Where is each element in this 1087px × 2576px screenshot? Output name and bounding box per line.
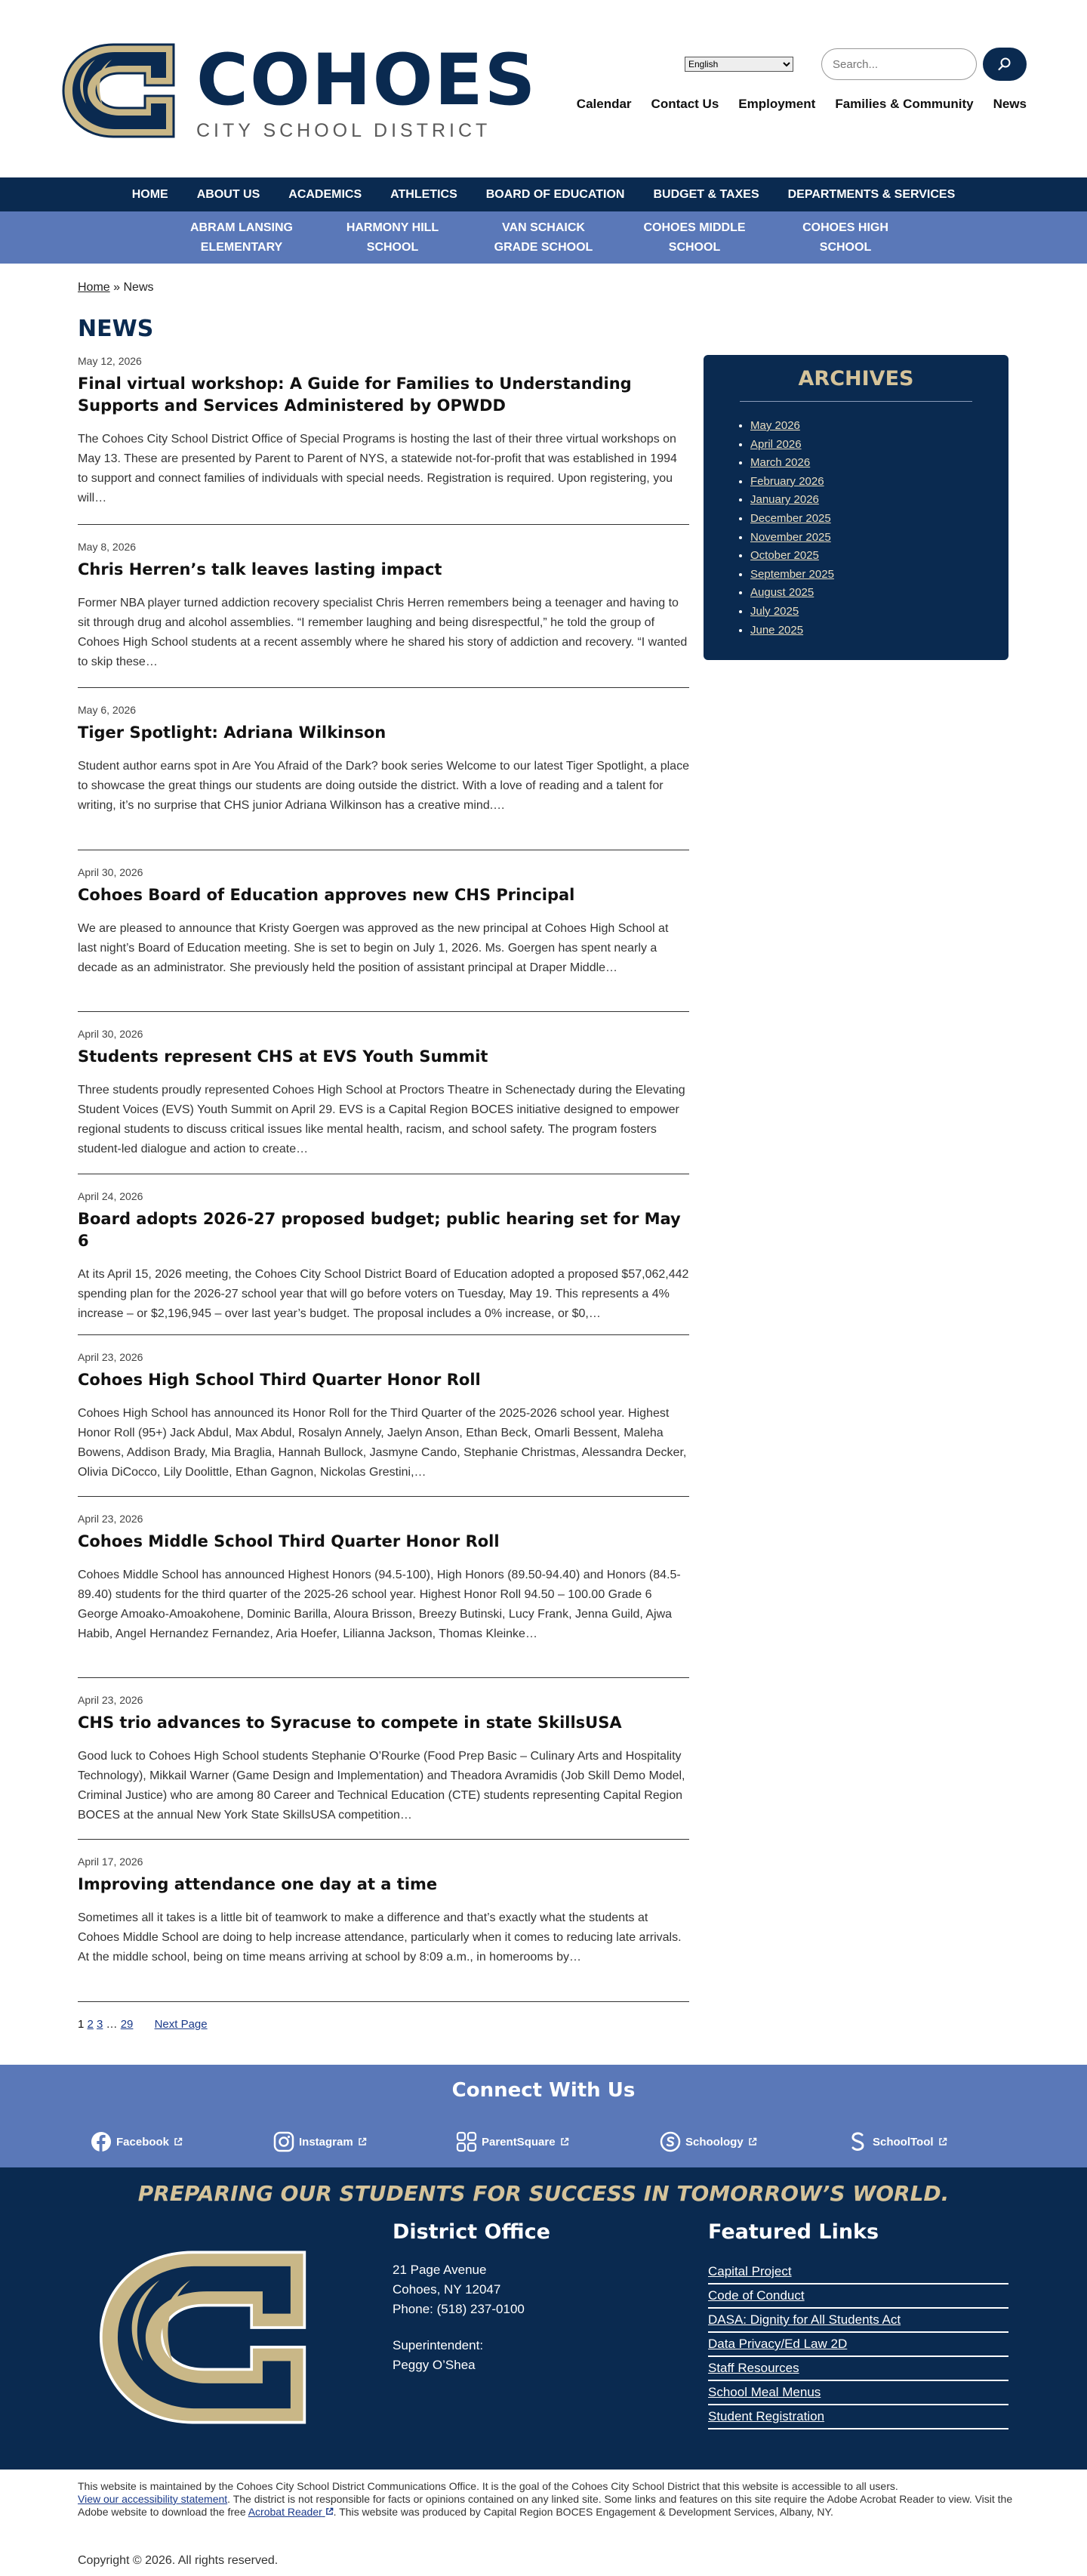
- school-line2: GRADE SCHOOL: [494, 240, 593, 254]
- social-label: SchoolTool: [873, 2135, 934, 2149]
- school-line1: HARMONY HILL: [346, 221, 439, 234]
- school-nav: [0, 211, 1087, 264]
- social-label: Facebook: [116, 2135, 170, 2149]
- news-post: [78, 1497, 689, 1678]
- instagram-icon: [273, 2131, 294, 2152]
- post-title-link[interactable]: Cohoes High School Third Quarter Honor Roll: [78, 1371, 481, 1389]
- school-nav-abram-lansing[interactable]: [166, 218, 317, 258]
- featured-link[interactable]: Capital Project: [708, 2260, 1008, 2284]
- connect-title: Connect With Us: [451, 2079, 636, 2102]
- archive-link[interactable]: April 2026: [750, 437, 802, 451]
- schoology-icon: [660, 2131, 681, 2152]
- util-nav-calendar[interactable]: Calendar: [576, 97, 632, 111]
- main-nav-about[interactable]: ABOUT US: [196, 187, 260, 201]
- superintendent-name: Peggy O’Shea: [393, 2358, 476, 2372]
- acrobat-reader-link[interactable]: [248, 2506, 334, 2518]
- featured-link[interactable]: Code of Conduct: [708, 2284, 1008, 2309]
- post-excerpt: Student author earns spot in Are You Afraid of the Dark? book series Welcome to our latest Tiger Spotlight, a place to showcase the great things our students are doing outside the district. With a love of reading and a talent for writing, it’s no surprise that CHS junior Adriana Wilkinson has a creative mind.…: [78, 760, 689, 812]
- archive-item: [750, 473, 972, 492]
- school-line1: COHOES HIGH: [802, 221, 888, 234]
- social-label: Instagram: [299, 2135, 353, 2149]
- archive-link[interactable]: October 2025: [750, 549, 819, 563]
- page-ellipsis: …: [106, 2018, 118, 2031]
- news-post: [78, 1840, 689, 2002]
- post-excerpt: Cohoes High School has announced its Honor Roll for the Third Quarter of the 2025-2026 school year. Highest Honor Roll (95+) Jack Abdul, Max Abdul, Rosalyn Annely, Jaelyn Anson, Ethan Beck, Omarli Bessent, Maleha Bowens, Addison Brady, Mia Braglia, Hannah Bullock, Jasmyne Cando, Stephanie Christmas, Alessandra Decker, Olivia DiCocco, Lily Doolittle, Ethan Gagnon, Nickolas Grestini,…: [78, 1407, 687, 1479]
- post-date: April 24, 2026: [78, 1190, 143, 1202]
- school-line2: SCHOOL: [366, 240, 419, 254]
- archive-item: [750, 529, 972, 548]
- post-title-link[interactable]: CHS trio advances to Syracuse to compete in state SkillsUSA: [78, 1714, 622, 1732]
- school-line2: ELEMENTARY: [200, 240, 283, 254]
- parentsquare-icon: [456, 2131, 477, 2152]
- external-link-icon: [174, 2137, 183, 2146]
- main-nav-academics[interactable]: ACADEMICS: [288, 187, 362, 201]
- post-title-link[interactable]: Students represent CHS at EVS Youth Summit: [78, 1047, 488, 1066]
- featured-link[interactable]: School Meal Menus: [708, 2381, 1008, 2405]
- language-select[interactable]: [685, 57, 793, 72]
- news-post: [78, 1012, 689, 1174]
- post-excerpt: Former NBA player turned addiction recovery specialist Chris Herren remembers being a teenager and having to sit through drug and alcohol assemblies. “I remember laughing and being disrespectful,” he told the group of Cohoes High School students at a recent assembly where he shared his story of addiction and recovery. “I wanted to skip these…: [78, 597, 688, 668]
- post-date: May 8, 2026: [78, 541, 137, 553]
- featured-link[interactable]: Student Registration: [708, 2405, 1008, 2429]
- archive-item: [750, 417, 972, 436]
- site-header: [0, 0, 1087, 177]
- post-title-link[interactable]: Tiger Spotlight: Adriana Wilkinson: [78, 723, 386, 742]
- post-excerpt: We are pleased to announce that Kristy Goergen was approved as the new principal at Cohoes High School at last night’s Board of Education meeting. She is set to begin on July 1, 2026. Ms. Goergen has spent nearly a decade as an administrator. She previously held the position of assistant principal at Draper Middle…: [78, 922, 669, 974]
- archive-link[interactable]: July 2025: [750, 604, 799, 618]
- news-post: [78, 1174, 689, 1335]
- acrobat-link-label: Acrobat Reader: [248, 2506, 322, 2518]
- page-current: 1: [78, 2018, 85, 2031]
- breadcrumb-separator: »: [113, 281, 121, 294]
- archive-link[interactable]: January 2026: [750, 493, 819, 507]
- util-nav-employment[interactable]: Employment: [738, 97, 816, 111]
- school-line1: VAN SCHAICK: [502, 221, 585, 234]
- external-link-icon: [560, 2137, 569, 2146]
- external-link-icon: [325, 2507, 334, 2516]
- legal-text: . The district is not responsible for facts or opinions contained on any linked site. Some links and features on this site require the Adobe Acrobat Reader to view. Visit the Adobe website to download the free: [78, 2493, 1013, 2518]
- external-link-icon: [358, 2137, 367, 2146]
- district-office: [393, 2220, 550, 2375]
- post-excerpt: The Cohoes City School District Office of Special Programs is hosting the last of their three virtual workshops on May 13. These are presented by Parent to Parent of NYS, a statewide not-for-profit that was established in 1994 to support and connect families of individuals with special needs. Registration is required. Upon registering, you will…: [78, 433, 677, 504]
- legal-notice: [78, 2480, 1014, 2519]
- post-date: April 17, 2026: [78, 1856, 143, 1868]
- external-link-icon: [748, 2137, 757, 2146]
- breadcrumb: [78, 281, 154, 295]
- featured-title: Featured Links: [708, 2220, 879, 2244]
- instagram-link[interactable]: [273, 2131, 367, 2152]
- news-list: [78, 355, 689, 2002]
- school-line1: ABRAM LANSING: [190, 221, 293, 234]
- post-date: May 12, 2026: [78, 355, 142, 367]
- archive-link[interactable]: June 2025: [750, 623, 804, 637]
- office-phone: Phone: (518) 237-0100: [393, 2302, 525, 2316]
- archive-link[interactable]: August 2025: [750, 586, 814, 600]
- logo-subtitle: CITY SCHOOL DISTRICT: [196, 120, 491, 141]
- office-address-line1: 21 Page Avenue: [393, 2263, 487, 2277]
- archive-item: [750, 547, 972, 566]
- archives-panel: [704, 355, 1008, 660]
- archive-link[interactable]: February 2026: [750, 474, 824, 488]
- featured-link[interactable]: Data Privacy/Ed Law 2D: [708, 2333, 1008, 2357]
- next-page-link[interactable]: Next Page: [154, 2018, 208, 2031]
- main-nav: [0, 177, 1087, 211]
- school-nav-van-schaick[interactable]: [468, 218, 619, 258]
- page-link-2[interactable]: 2: [87, 2018, 94, 2031]
- copyright: Copyright © 2026. All rights reserved.: [78, 2554, 279, 2567]
- accessibility-statement-link[interactable]: View our accessibility statement: [78, 2493, 228, 2505]
- featured-link[interactable]: DASA: Dignity for All Students Act: [708, 2309, 1008, 2333]
- util-nav-contact[interactable]: Contact Us: [651, 97, 719, 111]
- archives-title: ARCHIVES: [740, 367, 972, 402]
- archive-item: [750, 454, 972, 473]
- office-title: District Office: [393, 2220, 550, 2244]
- site-footer: [0, 2167, 1087, 2470]
- facebook-icon: [91, 2131, 112, 2152]
- post-date: April 30, 2026: [78, 866, 143, 878]
- school-line2: SCHOOL: [668, 240, 721, 254]
- archive-item: [750, 436, 972, 455]
- district-logo[interactable]: [60, 39, 537, 141]
- parentsquare-link[interactable]: [456, 2131, 569, 2152]
- archive-link[interactable]: May 2026: [750, 419, 800, 432]
- post-title-link[interactable]: Chris Herren’s talk leaves lasting impact: [78, 560, 442, 578]
- archive-item: [750, 584, 972, 603]
- news-post: [78, 355, 689, 525]
- news-post: [78, 688, 689, 850]
- main-nav-departments[interactable]: DEPARTMENTS & SERVICES: [787, 187, 956, 201]
- school-line1: COHOES MIDDLE: [643, 221, 746, 234]
- main-nav-budget[interactable]: BUDGET & TAXES: [653, 187, 759, 201]
- page-link-3[interactable]: 3: [97, 2018, 103, 2031]
- facebook-link[interactable]: [91, 2131, 183, 2152]
- schoology-link[interactable]: [660, 2131, 757, 2152]
- post-title-link[interactable]: Cohoes Board of Education approves new CHS Principal: [78, 886, 575, 904]
- cohoes-c-logo-icon: [60, 42, 177, 140]
- archive-item: [750, 622, 972, 640]
- search-icon: [997, 57, 1012, 72]
- archive-link[interactable]: December 2025: [750, 511, 831, 525]
- post-date: April 23, 2026: [78, 1513, 143, 1525]
- post-date: April 30, 2026: [78, 1028, 143, 1040]
- search-button[interactable]: [983, 48, 1027, 81]
- post-title-link[interactable]: Board adopts 2026-27 proposed budget; public hearing set for May 6: [78, 1210, 681, 1250]
- post-title-link[interactable]: Final virtual workshop: A Guide for Families to Understanding Supports and Services Administered by OPWDD: [78, 375, 632, 415]
- breadcrumb-current: News: [123, 281, 154, 294]
- main-nav-home[interactable]: HOME: [131, 187, 168, 201]
- page-link-last[interactable]: 29: [120, 2018, 134, 2031]
- post-excerpt: Three students proudly represented Cohoes High School at Proctors Theatre in Schenectady during the Elevating Student Voices (EVS) Youth Summit on April 29. EVS is a Capital Region BOCES initiative designed to empower regional students to discuss critical issues like mental health, racism, and school safety. The program fosters student-led dialogue and action to create…: [78, 1084, 685, 1155]
- post-excerpt: Cohoes Middle School has announced Highest Honors (94.5-100), High Honors (89.50-94.40) and Honors (84.5-89.40) students for the third quarter of the 2025-26 school year. Highest Honor Roll 94.50 – 100.00 Grade 6 George Amoako-Amoakohene, Dominic Barilla, Aloura Brisson, Breezy Butinski, Lucy Frank, Jenna Guild, Ajwa Habib, Angel Hernandez Fernandez, Aria Hoefer, Lilianna Jackson, Thomas Kleinke…: [78, 1569, 681, 1640]
- cohoes-c-logo-icon: [92, 2247, 315, 2428]
- archive-item: [750, 491, 972, 510]
- schooltool-link[interactable]: [848, 2131, 947, 2152]
- social-label: Schoology: [685, 2135, 744, 2149]
- post-date: April 23, 2026: [78, 1694, 143, 1706]
- archive-link[interactable]: September 2025: [750, 567, 834, 581]
- pagination: [78, 2018, 208, 2031]
- archive-item: [750, 510, 972, 529]
- office-address-line2: Cohoes, NY 12047: [393, 2282, 501, 2297]
- connect-section: [0, 2065, 1087, 2167]
- superintendent-label: Superintendent:: [393, 2338, 484, 2352]
- main-nav-board[interactable]: BOARD OF EDUCATION: [485, 187, 625, 201]
- post-title-link[interactable]: Improving attendance one day at a time: [78, 1875, 438, 1893]
- post-excerpt: Sometimes all it takes is a little bit of teamwork to make a difference and that’s exactly what the students at Cohoes Middle School are doing to help increase attendance, particularly when it comes to reducing late arrivals. At the middle school, being on time means arriving at school by 8:09 a.m., in homerooms by…: [78, 1911, 682, 1964]
- post-excerpt: At its April 15, 2026 meeting, the Cohoes City School District Board of Education adopted a proposed $57,062,442 spending plan for the 2026-27 school year that will go before voters on Tuesday, May 19. This represents a 4% increase – or $2,196,945 – over last year’s budget. The proposal includes a 0% increase, or $0,…: [78, 1268, 689, 1320]
- news-post: [78, 850, 689, 1012]
- main-nav-athletics[interactable]: ATHLETICS: [390, 187, 457, 201]
- news-post: [78, 1678, 689, 1840]
- archives-list: [740, 417, 972, 640]
- util-nav-families[interactable]: Families & Community: [835, 97, 974, 111]
- school-nav-cohoes-high[interactable]: [770, 218, 921, 258]
- util-nav-news[interactable]: News: [993, 97, 1027, 111]
- legal-text: . This website was produced by Capital Region BOCES Engagement & Development Services, Albany, NY.: [333, 2506, 833, 2518]
- school-nav-harmony-hill[interactable]: [317, 218, 468, 258]
- schooltool-icon: [848, 2131, 868, 2152]
- post-date: May 6, 2026: [78, 704, 137, 716]
- news-post: [78, 1335, 689, 1497]
- archive-link[interactable]: November 2025: [750, 530, 831, 544]
- utility-nav: [577, 97, 1027, 112]
- featured-links: [708, 2220, 1008, 2429]
- breadcrumb-home[interactable]: Home: [78, 281, 110, 294]
- archive-item: [750, 566, 972, 585]
- school-nav-cohoes-middle[interactable]: [619, 218, 770, 258]
- school-line2: SCHOOL: [819, 240, 872, 254]
- news-post: [78, 525, 689, 688]
- post-title-link[interactable]: Cohoes Middle School Third Quarter Honor Roll: [78, 1532, 500, 1550]
- featured-link[interactable]: Staff Resources: [708, 2357, 1008, 2381]
- page-title: NEWS: [78, 316, 154, 342]
- footer-tagline: PREPARING OUR STUDENTS FOR SUCCESS IN TOMORROW’S WORLD.: [137, 2181, 950, 2206]
- legal-text: This website is maintained by the Cohoes City School District Communications Office. It is the goal of the Cohoes City School District that this website is accessible to all users.: [78, 2480, 898, 2492]
- post-date: April 23, 2026: [78, 1351, 143, 1363]
- social-label: ParentSquare: [482, 2135, 556, 2149]
- external-link-icon: [938, 2137, 947, 2146]
- search-input[interactable]: [821, 48, 977, 80]
- archive-item: [750, 603, 972, 622]
- post-excerpt: Good luck to Cohoes High School students Stephanie O’Rourke (Food Prep Basic – Culinary Arts and Hospitality Technology), Mikkail Warner (Game Design and Implementation) and Theadora Avramidis (Job Skill Demo Model, Criminal Justice) who are among 80 Career and Technical Education (CTE) students representing Capital Region BOCES at the annual New York State SkillsUSA competition…: [78, 1750, 685, 1822]
- archive-link[interactable]: March 2026: [750, 456, 811, 470]
- logo-title: COHOES: [196, 39, 537, 122]
